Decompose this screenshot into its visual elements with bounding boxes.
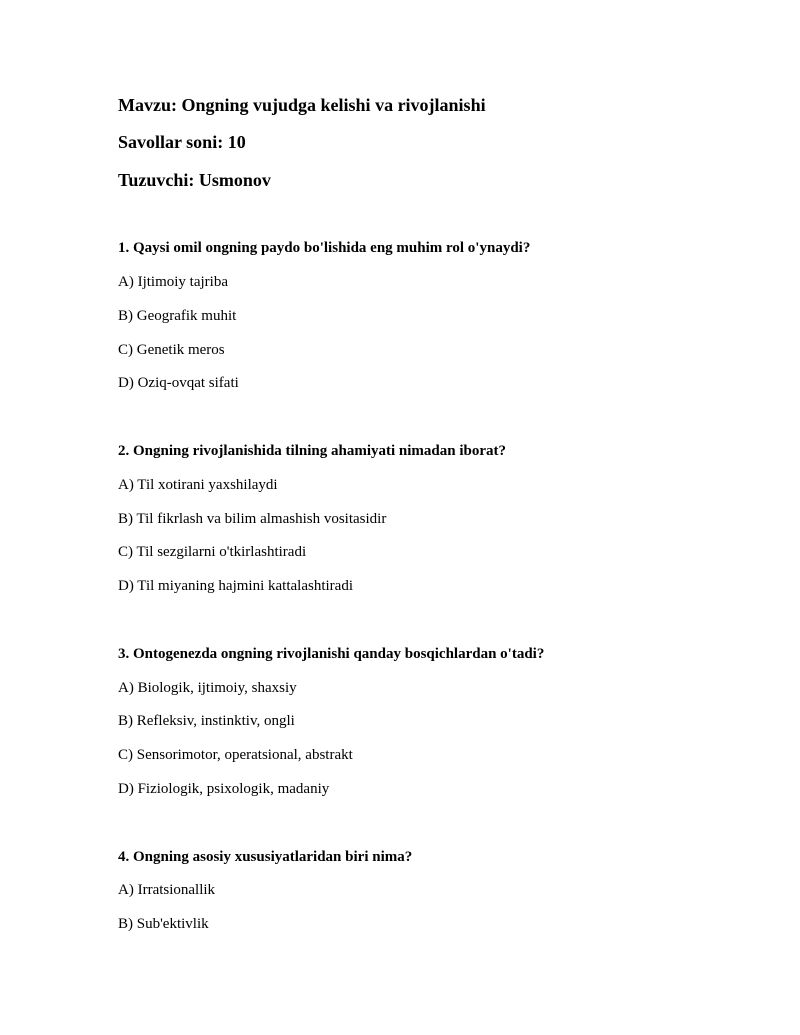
question-1-option-a: A) Ijtimoiy tajriba (118, 274, 228, 290)
question-2-option-b: B) Til fikrlash va bilim almashish vositasidir (118, 511, 387, 527)
author-line: Tuzuvchi: Usmonov (118, 170, 271, 190)
question-3: 3. Ontogenezda ongning rivojlanishi qanday bosqichlardan o'tadi? (118, 646, 545, 662)
question-4-option-b: B) Sub'ektivlik (118, 916, 209, 932)
question-4-option-a: A) Irratsionallik (118, 882, 216, 898)
question-1-option-b: B) Geografik muhit (118, 308, 237, 324)
question-count: Savollar soni: 10 (118, 132, 246, 152)
question-1: 1. Qaysi omil ongning paydo bo'lishida eng muhim rol o'ynaydi? (118, 240, 531, 256)
question-3-option-a: A) Biologik, ijtimoiy, shaxsiy (118, 680, 297, 696)
question-2-option-c: C) Til sezgilarni o'tkirlashtiradi (118, 544, 307, 560)
question-2: 2. Ongning rivojlanishida tilning ahamiyati nimadan iborat? (118, 443, 507, 459)
question-3-option-d: D) Fiziologik, psixologik, madaniy (118, 781, 330, 797)
question-1-option-d: D) Oziq-ovqat sifati (118, 375, 239, 391)
topic-heading: Mavzu: Ongning vujudga kelishi va rivojlanishi (118, 95, 486, 115)
question-3-option-b: B) Refleksiv, instinktiv, ongli (118, 713, 295, 729)
question-1-option-c: C) Genetik meros (118, 342, 225, 358)
question-4: 4. Ongning asosiy xususiyatlaridan biri nima? (118, 849, 413, 865)
question-2-option-a: A) Til xotirani yaxshilaydi (118, 477, 278, 493)
question-3-option-c: C) Sensorimotor, operatsional, abstrakt (118, 747, 353, 763)
question-2-option-d: D) Til miyaning hajmini kattalashtiradi (118, 578, 353, 594)
